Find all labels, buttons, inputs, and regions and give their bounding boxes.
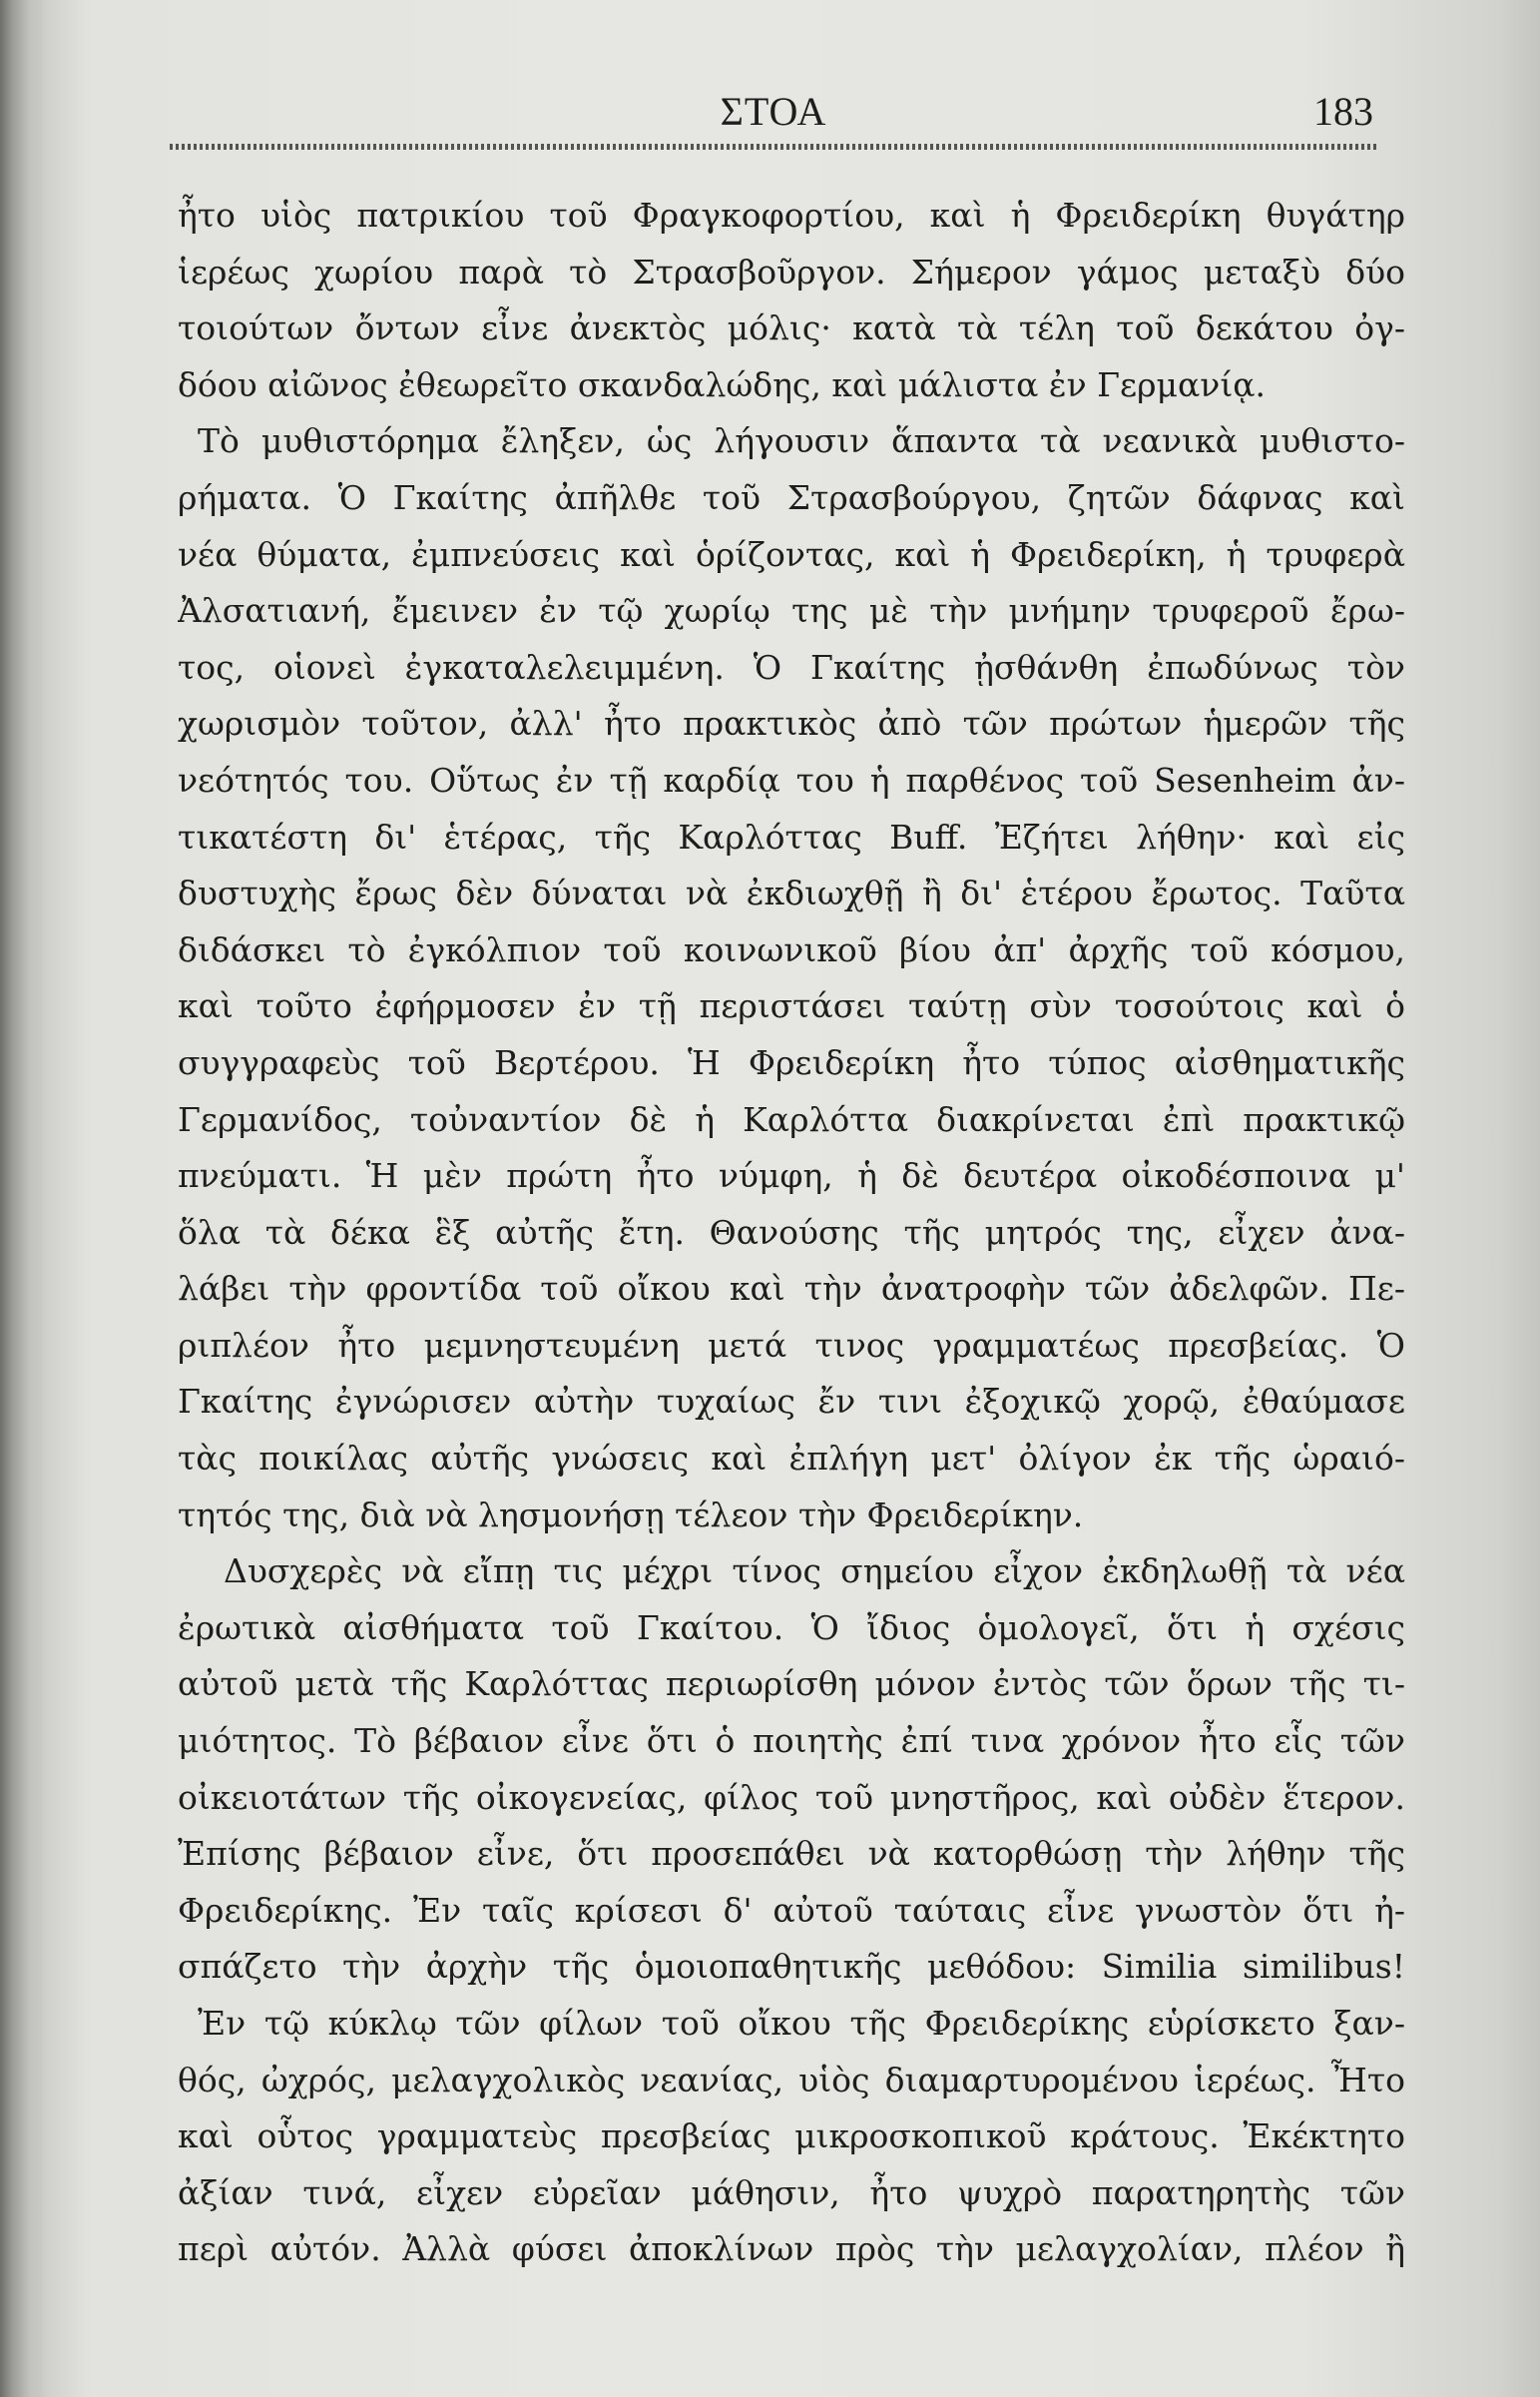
text-line: οἰκειοτάτων τῆς οἰκογενείας, φίλος τοῦ μνηστῆρος, καὶ οὐδὲν ἕτερον. (178, 1777, 1405, 1817)
page-number: 183 (1313, 89, 1373, 134)
text-line: καὶ οὗτος γραμματεὺς πρεσβείας μικροσκοπικοῦ κράτους. Ἐκέκτητο (178, 2116, 1405, 2156)
text-line: Ἐπίσης βέβαιον εἶνε, ὅτι προσεπάθει νὰ κατορθώσῃ τὴν λήθην τῆς (178, 1834, 1405, 1874)
text-line: χωρισμὸν τοῦτον, ἀλλ' ἦτο πρακτικὸς ἀπὸ τῶν πρώτων ἡμερῶν τῆς (178, 704, 1405, 744)
text-line: ἀξίαν τινά, εἶχεν εὐρεῖαν μάθησιν, ἦτο ψυχρὸ παρατηρητὴς τῶν (178, 2172, 1405, 2212)
text-line: ἐρωτικὰ αἰσθήματα τοῦ Γκαίτου. Ὁ ἴδιος ὁμολογεῖ, ὅτι ἡ σχέσις (178, 1607, 1405, 1647)
text-line: ὅλα τὰ δέκα ἓξ αὐτῆς ἔτη. Θανούσης τῆς μητρός της, εἶχεν ἀνα- (178, 1212, 1405, 1252)
text-line: τικατέστη δι' ἑτέρας, τῆς Καρλόττας Buff. Ἐζήτει λήθην· καὶ εἰς (178, 817, 1405, 857)
text-line: διδάσκει τὸ ἐγκόλπιον τοῦ κοινωνικοῦ βίου ἀπ' ἀρχῆς τοῦ κόσμου, (178, 929, 1405, 969)
text-line: περὶ αὐτόν. Ἀλλὰ φύσει ἀποκλίνων πρὸς τὴν μελαγχολίαν, πλέον ἢ (178, 2229, 1405, 2269)
text-line: λάβει τὴν φροντίδα τοῦ οἴκου καὶ τὴν ἀνατροφὴν τῶν ἀδελφῶν. Πε- (178, 1269, 1405, 1309)
text-line: Φρειδερίκης. Ἐν ταῖς κρίσεσι δ' αὐτοῦ ταύταις εἶνε γνωστὸν ὅτι ἠ- (178, 1890, 1405, 1930)
text-line: σπάζετο τὴν ἀρχὴν τῆς ὁμοιοπαθητικῆς μεθόδου: Similia similibus! (178, 1947, 1405, 1987)
binding-shadow (0, 0, 48, 2397)
text-line: νέα θύματα, ἐμπνεύσεις καὶ ὁρίζοντας, καὶ ἡ Φρειδερίκη, ἡ τρυφερὰ (178, 534, 1405, 574)
paragraph-first-line: Δυσχερὲς νὰ εἴπῃ τις μέχρι τίνος σημείου εἶχον ἐκδηλωθῇ τὰ νέα (224, 1551, 1405, 1591)
text-line: Γερμανίδος, τοὐναντίον δὲ ἡ Καρλόττα διακρίνεται ἐπὶ πρακτικῷ (178, 1099, 1405, 1139)
text-line: νεότητός του. Οὕτως ἐν τῇ καρδίᾳ του ἡ παρθένος τοῦ Sesenheim ἀν- (178, 760, 1405, 800)
text-line: δυστυχὴς ἔρως δὲν δύναται νὰ ἐκδιωχθῇ ἢ δι' ἑτέρου ἔρωτος. Ταῦτα (178, 874, 1405, 913)
text-line: θός, ὠχρός, μελαγχολικὸς νεανίας, υἱὸς διαμαρτυρομένου ἱερέως. Ἦτο (178, 2060, 1405, 2099)
text-line: ρήματα. Ὁ Γκαίτης ἀπῆλθε τοῦ Στρασβούργου, ζητῶν δάφνας καὶ (178, 477, 1405, 517)
text-line: τητός της, διὰ νὰ λησμονήσῃ τέλεον τὴν Φρειδερίκην. (178, 1495, 1084, 1534)
paragraph-first-line: Τὸ μυθιστόρημα ἔληξεν, ὡς λήγουσιν ἅπαντα τὰ νεανικὰ μυθιστο- (198, 421, 1405, 461)
header-title: ΣΤΟΑ (720, 89, 827, 134)
text-line: τος, οἱονεὶ ἐγκαταλελειμμένη. Ὁ Γκαίτης ᾐσθάνθη ἐπωδύνως τὸν (178, 647, 1405, 687)
text-line: πνεύματι. Ἡ μὲν πρώτη ἦτο νύμφη, ἡ δὲ δευτέρα οἰκοδέσποινα μ' (178, 1156, 1405, 1196)
text-line: τοιούτων ὄντων εἶνε ἀνεκτὸς μόλις· κατὰ τὰ τέλη τοῦ δεκάτου ὀγ- (178, 308, 1405, 348)
text-line: αὐτοῦ μετὰ τῆς Καρλόττας περιωρίσθη μόνον ἐντὸς τῶν ὅρων τῆς τι- (178, 1664, 1405, 1704)
text-line: Γκαίτης ἐγνώρισεν αὐτὴν τυχαίως ἔν τινι ἐξοχικῷ χορῷ, ἐθαύμασε (178, 1382, 1405, 1422)
text-line: μιότητος. Τὸ βέβαιον εἶνε ὅτι ὁ ποιητὴς ἐπί τινα χρόνον ἦτο εἷς τῶν (178, 1721, 1405, 1761)
text-line: ἱερέως χωρίου παρὰ τὸ Στρασβοῦργον. Σήμερον γάμος μεταξὺ δύο (178, 252, 1405, 292)
running-header (170, 78, 1377, 148)
text-line: τὰς ποικίλας αὐτῆς γνώσεις καὶ ἐπλήγη μετ' ὀλίγον ἐκ τῆς ὡραιό- (178, 1439, 1405, 1479)
text-line: δόου αἰῶνος ἐθεωρεῖτο σκανδαλώδης, καὶ μάλιστα ἐν Γερμανίᾳ. (178, 364, 1267, 404)
text-line: Ἀλσατιανή, ἔμεινεν ἐν τῷ χωρίῳ της μὲ τὴν μνήμην τρυφεροῦ ἔρω- (178, 591, 1405, 631)
paragraph-first-line: Ἐν τῷ κύκλῳ τῶν φίλων τοῦ οἴκου τῆς Φρειδερίκης εὑρίσκετο ξαν- (198, 2004, 1405, 2043)
text-line: συγγραφεὺς τοῦ Βερτέρου. Ἡ Φρειδερίκη ἦτο τύπος αἰσθηματικῆς (178, 1042, 1405, 1082)
header-rule (170, 144, 1377, 150)
text-line: ἦτο υἱὸς πατρικίου τοῦ Φραγκοφορτίου, καὶ ἡ Φρειδερίκη θυγάτηρ (178, 196, 1405, 235)
text-line: καὶ τοῦτο ἐφήρμοσεν ἐν τῇ περιστάσει ταύτῃ σὺν τοσούτοις καὶ ὁ (178, 986, 1405, 1026)
text-line: ριπλέον ἦτο μεμνηστευμένη μετά τινος γραμματέως πρεσβείας. Ὁ (178, 1325, 1405, 1365)
body-text (178, 188, 1405, 2278)
